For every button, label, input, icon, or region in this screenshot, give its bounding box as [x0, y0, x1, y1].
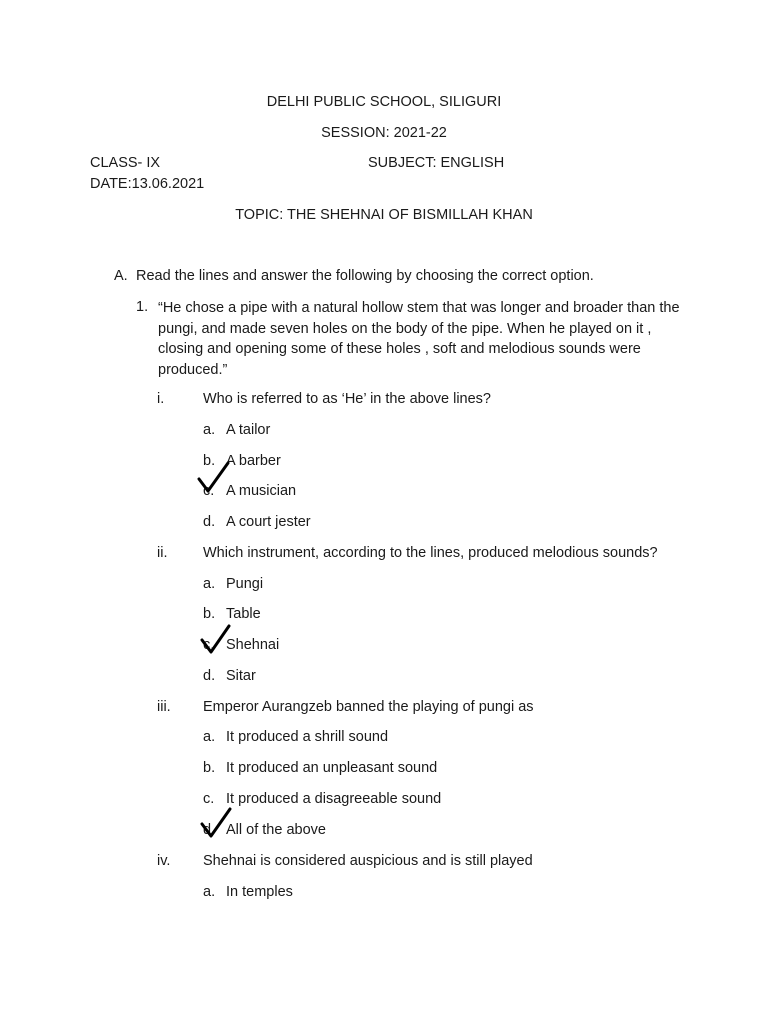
section-instruction: Read the lines and answer the following by choosing the correct option. [136, 268, 594, 284]
option-letter: c. [203, 637, 215, 653]
option-text: A court jester [226, 514, 311, 530]
topic-line: TOPIC: THE SHEHNAI OF BISMILLAH KHAN [235, 207, 533, 223]
option-letter: a. [203, 884, 216, 900]
checkmark-icon [196, 461, 236, 501]
option-text: It produced an unpleasant sound [226, 760, 438, 776]
subject-line: SUBJECT: ENGLISH [368, 155, 505, 171]
question-text: Who is referred to as ‘He’ in the above lines? [203, 391, 491, 407]
option-letter: b. [203, 760, 216, 776]
question-number: ii. [157, 545, 168, 561]
option-letter: c. [203, 791, 215, 807]
school-name: DELHI PUBLIC SCHOOL, SILIGURI [266, 94, 502, 110]
section-marker: A. [114, 268, 128, 284]
option-text: Sitar [226, 668, 256, 684]
question-text: Shehnai is considered auspicious and is still played [203, 853, 533, 869]
option-text: Shehnai [226, 637, 280, 653]
option-letter: d. [203, 822, 216, 838]
option-text: All of the above [226, 822, 326, 838]
option-letter: d. [203, 668, 216, 684]
option-letter: b. [203, 453, 216, 469]
option-text: It produced a disagreeable sound [226, 791, 442, 807]
question-number: i. [157, 391, 165, 407]
passage-text: “He chose a pipe with a natural hollow stem that was longer and broader than the pungi, and made seven holes on the body of the pipe. When he played on it , closing and opening some of these holes , soft and melodious sounds were produced.” [158, 300, 680, 378]
class-line: CLASS- IX [90, 155, 161, 171]
session-line: SESSION: 2021-22 [321, 125, 447, 141]
checkmark-icon [199, 624, 239, 664]
option-text: A tailor [226, 422, 271, 438]
question-text: Emperor Aurangzeb banned the playing of pungi as [203, 699, 534, 715]
option-text: Pungi [226, 576, 264, 592]
option-text: In temples [226, 884, 293, 900]
option-letter: a. [203, 576, 216, 592]
option-letter: a. [203, 729, 216, 745]
question-text: Which instrument, according to the lines, produced melodious sounds? [203, 545, 658, 561]
option-text: A barber [226, 453, 281, 469]
option-letter: d. [203, 514, 216, 530]
option-letter: a. [203, 422, 216, 438]
checkmark-icon [199, 806, 239, 846]
option-text: It produced a shrill sound [226, 729, 389, 745]
item-number: 1. [136, 299, 149, 315]
question-number: iii. [157, 699, 171, 715]
option-text: Table [226, 606, 261, 622]
question-number: iv. [157, 853, 171, 869]
option-letter: b. [203, 606, 216, 622]
option-text: A musician [226, 483, 297, 499]
option-letter: c. [203, 483, 215, 499]
date-line: DATE:13.06.2021 [90, 176, 205, 192]
